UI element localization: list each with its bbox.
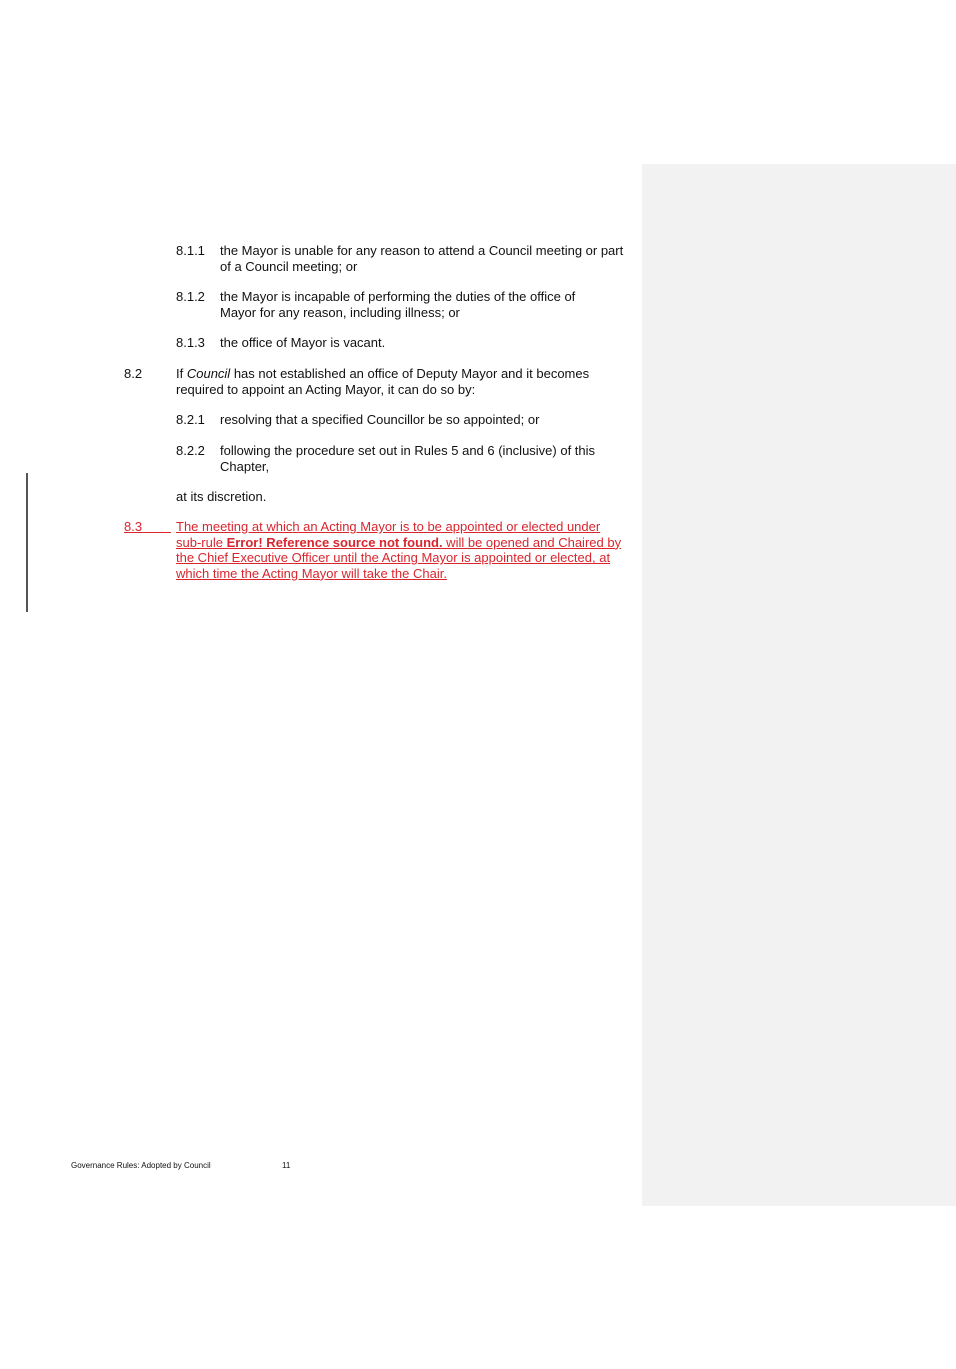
clause-text-8-2: [176, 366, 624, 397]
clause-number-8-2-2: 8.2.2: [176, 443, 205, 458]
clause-number-8-2-1: 8.2.1: [176, 412, 205, 427]
comment-pane: [642, 164, 956, 1206]
change-bar: [26, 473, 28, 612]
clause-text-8-1-1: the Mayor is unable for any reason to attend a Council meeting or part of a Council meeting; or: [220, 243, 624, 274]
reference-error: Error! Reference source not found.: [226, 534, 443, 550]
page-number: 11: [282, 1161, 291, 1170]
clause-number-8-1-3: 8.1.3: [176, 335, 205, 350]
insertion-text-before: The meeting at which an Acting Mayor is to be appointed or elected under sub-rule: [176, 519, 601, 550]
clause-text-8-2-before: If: [176, 366, 187, 381]
clause-text-8-1-3: the office of Mayor is vacant.: [220, 335, 386, 350]
continuation-text: at its discretion.: [176, 489, 267, 504]
clause-number-8-1-1: 8.1.1: [176, 243, 205, 258]
insertion-text-after: will be opened and Chaired by the Chief Executive Officer until the Acting Mayor is appointed or elected, at which time the Acting Mayor will take the Chair.: [176, 534, 622, 581]
clause-number-8-3: 8.3: [124, 519, 143, 534]
clause-number-8-2: 8.2: [124, 366, 143, 381]
clause-text-8-2-1: resolving that a specified Councillor be so appointed; or: [220, 412, 540, 427]
clause-text-8-1-2: the Mayor is incapable of performing the duties of the office of Mayor for any reason, including illness; or: [220, 289, 576, 320]
clause-text-8-2-2: following the procedure set out in Rules 5 and 6 (inclusive) of this Chapter,: [220, 443, 596, 474]
clause-text-8-2-after: has not established an office of Deputy Mayor and it becomes required to appoint an Acting Mayor, it can do so by:: [176, 366, 590, 397]
clause-number-8-1-2: 8.1.2: [176, 289, 205, 304]
tracked-insertion-8-3: [176, 519, 628, 581]
clause-text-8-2-italic: Council: [186, 366, 231, 381]
footer-title: Governance Rules: Adopted by Council: [71, 1161, 211, 1170]
